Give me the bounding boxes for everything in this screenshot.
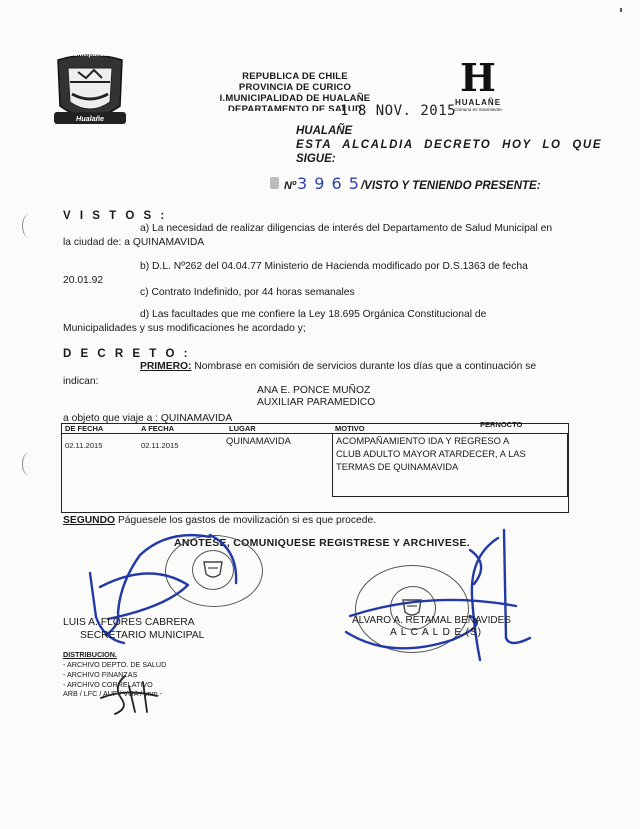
segundo-label: SEGUNDO xyxy=(63,515,116,526)
municipal-crest-logo xyxy=(50,48,130,130)
primero-text: Nombrase en comisión de servicios durante los días que a continuación se xyxy=(191,361,537,372)
row-lugar: QUINAMAVIDA xyxy=(226,435,291,446)
crest-top-text: Municipalidad xyxy=(68,51,112,58)
secretary-title: SECRETARIO MUNICIPAL xyxy=(80,630,205,641)
header-line-republic: REPUBLICA DE CHILE xyxy=(242,71,348,82)
decreto-title: D E C R E T O : xyxy=(63,348,191,360)
primero-label: PRIMERO: xyxy=(140,361,192,372)
segundo-text: Páguesele los gastos de movilización si es que procede. xyxy=(115,515,377,526)
vistos-d-line1: d) Las facultades que me confiere la Ley 18.695 Orgánica Constitucional de xyxy=(140,309,487,320)
primero-line xyxy=(140,360,536,373)
mayor-signature xyxy=(320,520,580,670)
visto-teniendo-text: /VISTO Y TENIENDO PRESENTE: xyxy=(360,180,541,192)
row-a-fecha: 02.11.2015 xyxy=(141,441,179,450)
date-stamp: 1 8 NOV. 2015 xyxy=(340,103,457,119)
mayor-name: ALVARO A. RETAMAL BENAVIDES xyxy=(352,615,511,626)
table-header-pernocto: PERNOCTO xyxy=(480,420,523,429)
distribution-item-salud: - ARCHIVO DEPTO. DE SALUD xyxy=(63,660,167,669)
binder-hole-bottom xyxy=(22,452,37,476)
decree-number-prefix: Nº xyxy=(284,180,296,192)
distribution-item-correlativo: - ARCHIVO CORRELATIVO xyxy=(63,680,153,689)
header-line-municipality: I.MUNICIPALIDAD DE HUALAÑE xyxy=(219,93,371,104)
vistos-d-line2: Municipalidades y sus modificaciones he acordado y; xyxy=(63,323,306,334)
row-de-fecha: 02.11.2015 xyxy=(65,441,103,450)
logo-tagline: Comuna en movimiento xyxy=(454,107,502,112)
city-heading: HUALAÑE xyxy=(296,125,353,137)
header-line-department: DEPARTAMENTO DE SALUD xyxy=(227,104,363,111)
stapler-mark xyxy=(270,177,279,189)
decree-number: 3 9 6 5 xyxy=(296,174,360,193)
header-line-province: PROVINCIA DE CURICO xyxy=(238,82,352,93)
table-header-a-fecha: A FECHA xyxy=(141,424,175,433)
decree-intro-line2: SIGUE: xyxy=(296,153,336,165)
decree-number-line xyxy=(270,174,541,193)
closing-statement: ANOTESE, COMUNIQUESE REGISTRESE Y ARCHIVESE. xyxy=(174,537,470,549)
logo-h-icon: H xyxy=(460,55,496,100)
table-header-de-fecha: DE FECHA xyxy=(65,424,104,433)
commission-table xyxy=(61,420,569,513)
distribution-initials: ARB / LFC / AUF / VGA / vnm.- xyxy=(63,689,163,698)
crest-bottom-text: Hualañe xyxy=(76,114,104,123)
vistos-c-line: c) Contrato Indefinido, por 44 horas semanales xyxy=(140,287,355,298)
row-motivo-line3: TERMAS DE QUINAMAVIDA xyxy=(336,461,459,472)
table-header-lugar: LUGAR xyxy=(229,424,256,433)
secretary-name: LUIS A. FLORES CABRERA xyxy=(63,617,195,628)
mayor-title: A L C A L D E (S) xyxy=(390,627,482,638)
vistos-a-line2: la ciudad de: a QUINAMAVIDA xyxy=(63,237,205,248)
row-motivo-line1: ACOMPAÑAMIENTO IDA Y REGRESO A xyxy=(336,435,510,446)
binder-hole-top xyxy=(22,214,37,238)
trip-destination-line: a objeto que viaje a : QUINAMAVIDA xyxy=(63,413,233,424)
distribution-title: DISTRIBUCION. xyxy=(63,650,117,659)
vistos-b-line1: b) D.L. Nº262 del 04.04.77 Ministerio de Hacienda modificado por D.S.1363 de fecha xyxy=(140,261,528,272)
table-header-motivo: MOTIVO xyxy=(335,424,365,433)
decree-intro-line1: ESTA ALCALDIA DECRETO HOY LO QUE xyxy=(296,139,603,151)
scan-speck xyxy=(620,8,622,12)
primero-text-continued: indican: xyxy=(63,376,99,387)
vistos-a-line1: a) La necesidad de realizar diligencias de interés del Departamento de Salud Municipal en xyxy=(140,223,553,234)
appointed-person-name: ANA E. PONCE MUÑOZ xyxy=(257,385,371,396)
appointed-person-role: AUXILIAR PARAMEDICO xyxy=(257,397,376,408)
vistos-title: V I S T O S : xyxy=(63,210,168,222)
logo-name: HUALAÑE xyxy=(454,98,502,107)
hualane-logo xyxy=(448,55,508,118)
ink-initials-mark xyxy=(95,668,165,718)
distribution-item-finanzas: - ARCHIVO FINANZAS xyxy=(63,670,138,679)
row-motivo-line2: CLUB ADULTO MAYOR ATARDECER, A LAS xyxy=(336,448,526,459)
vistos-b-line2: 20.01.92 xyxy=(63,275,104,286)
